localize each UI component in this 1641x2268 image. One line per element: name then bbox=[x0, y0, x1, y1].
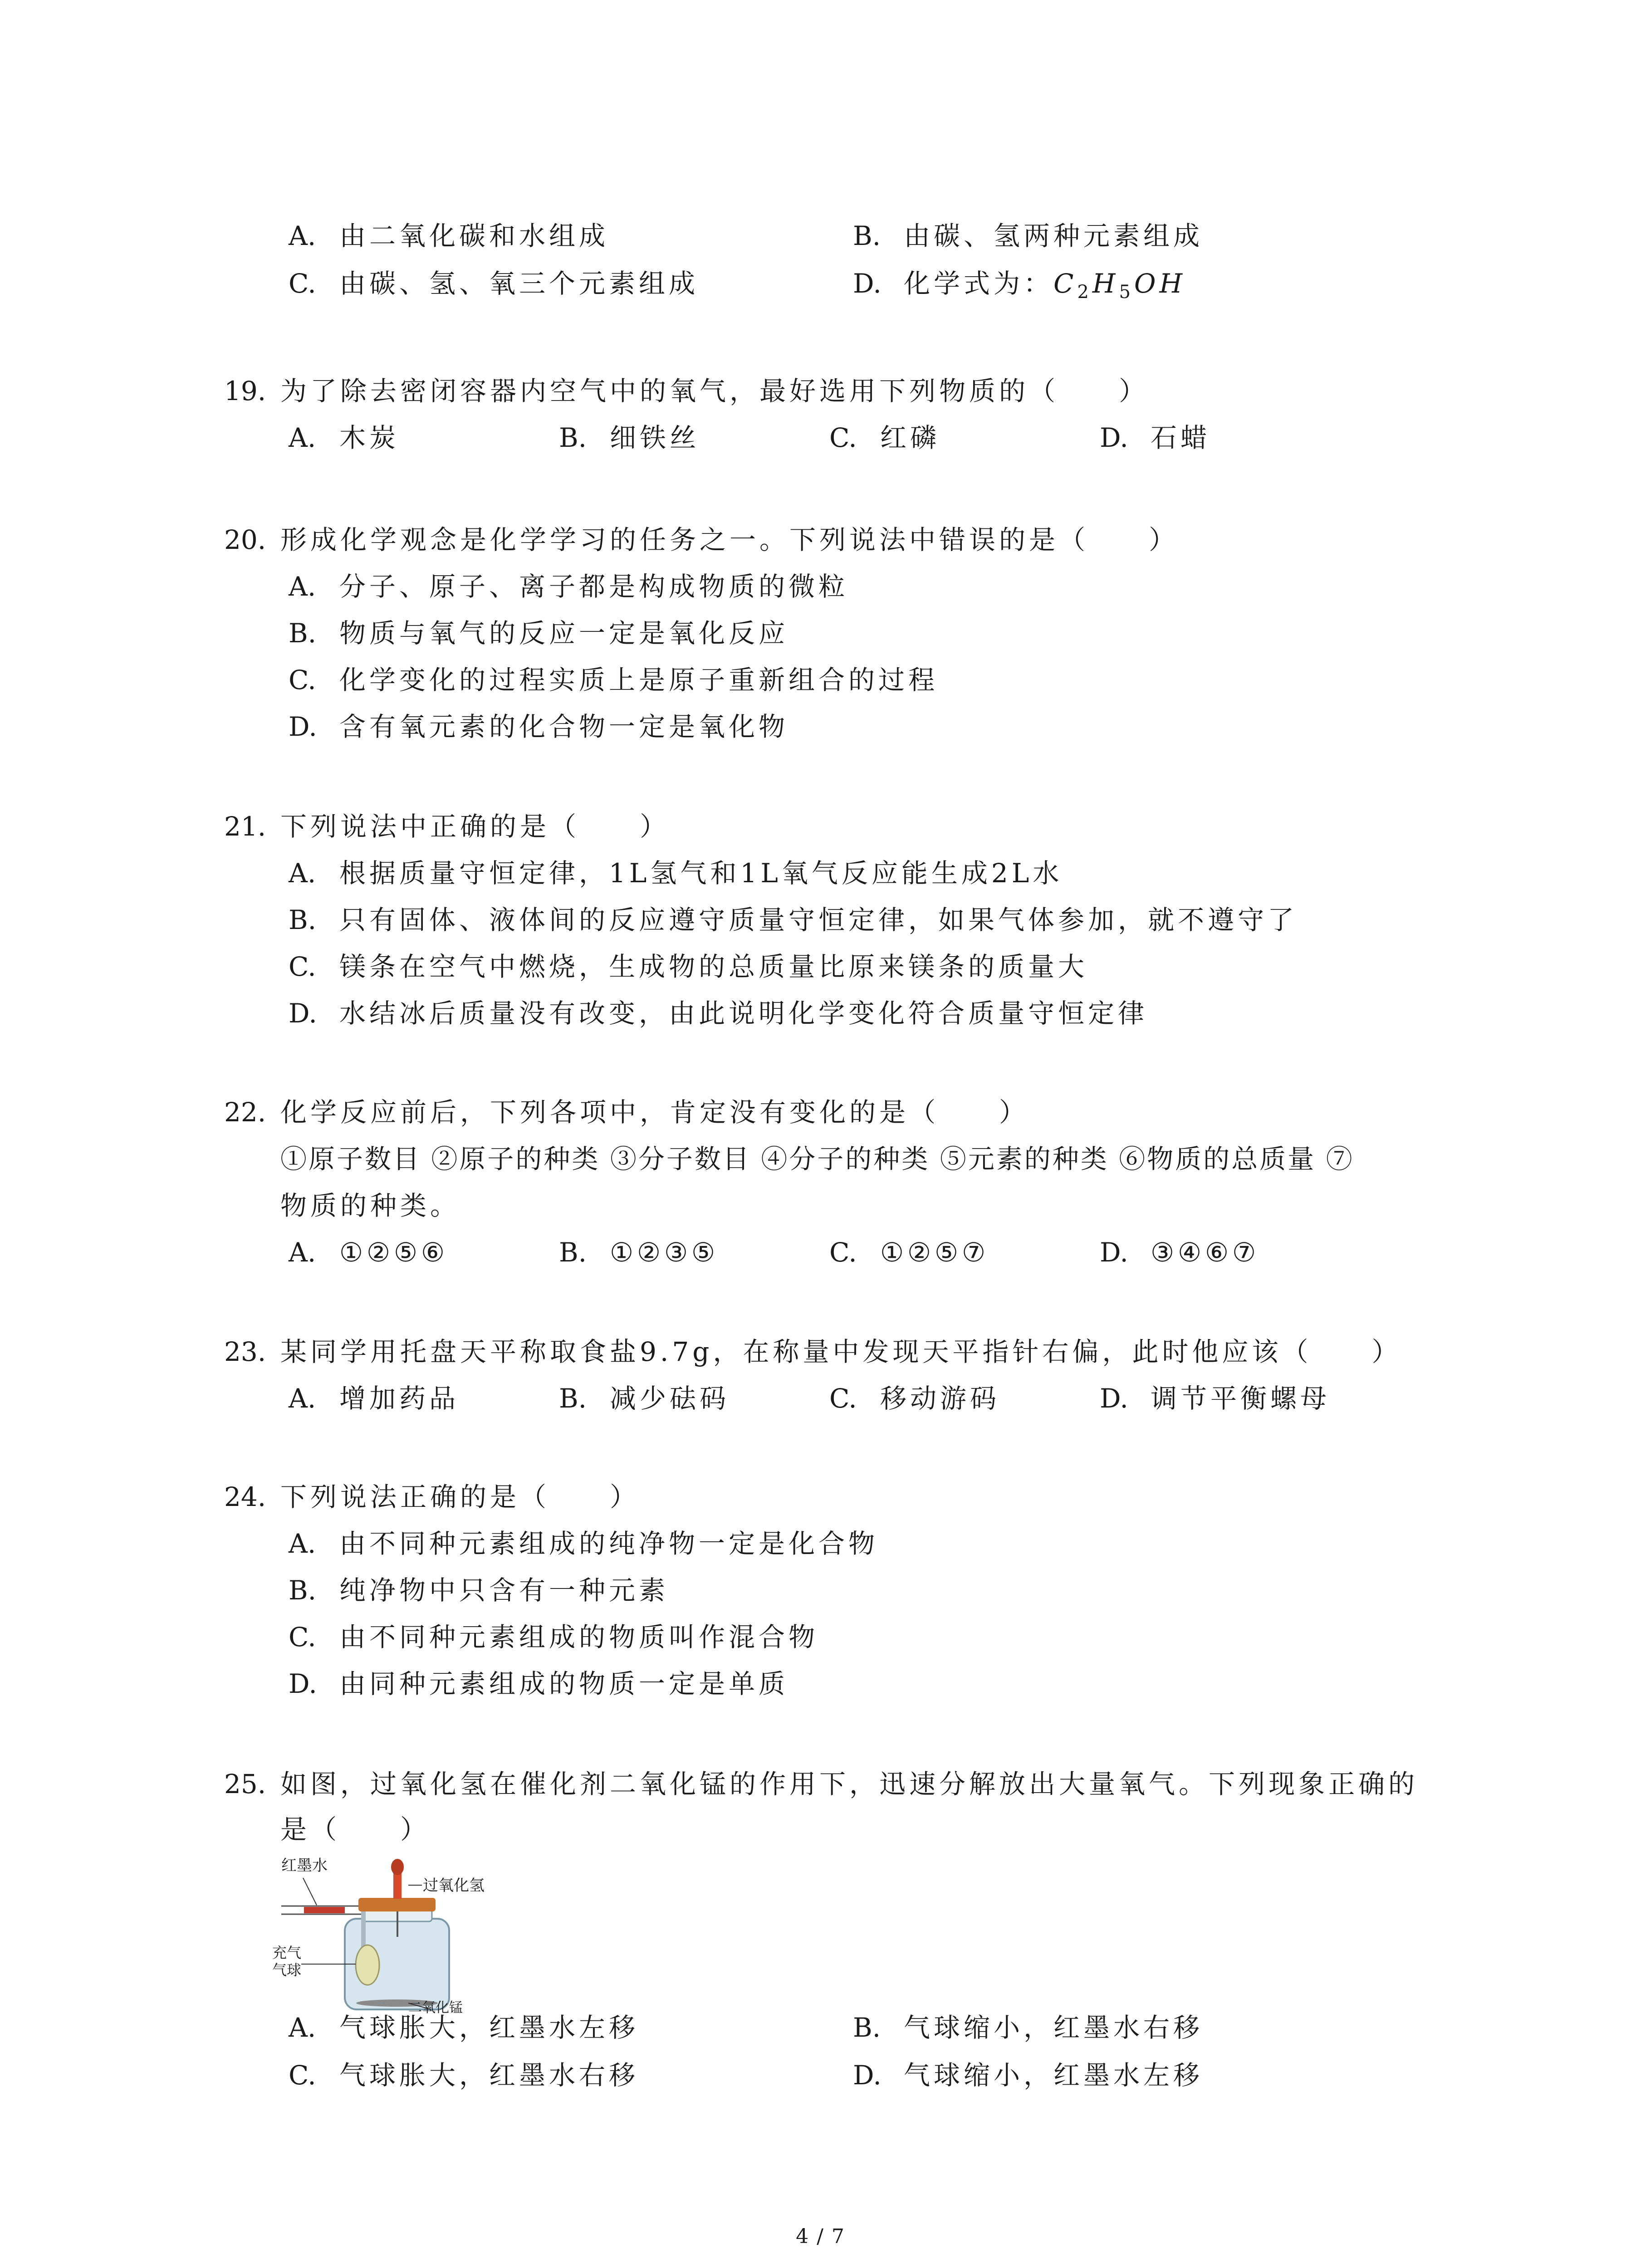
q25-option-d: D. 气球缩小，红墨水左移 bbox=[853, 2060, 1204, 2091]
label-peroxide: 过氧化氢 bbox=[423, 1877, 485, 1895]
q21-stem: 21. 下列说法中正确的是（ ） bbox=[224, 811, 670, 842]
q18-option-d: D. 化学式为：$C_2H_5OH$ bbox=[853, 268, 1186, 303]
q22-option-c: C. ①②⑤⑦ bbox=[829, 1237, 989, 1268]
q25-option-b: B. 气球缩小，红墨水右移 bbox=[853, 2012, 1204, 2043]
q19-option-b: B. 细铁丝 bbox=[559, 422, 700, 453]
q25-option-a: A. 气球胀大，红墨水左移 bbox=[289, 2012, 639, 2043]
q18-option-a: A. 由二氧化碳和水组成 bbox=[289, 220, 609, 251]
leader-line-red-ink bbox=[303, 1878, 317, 1905]
q24-option-c: C. 由不同种元素组成的物质叫作混合物 bbox=[289, 1622, 819, 1652]
q24-option-b: B. 纯净物中只含有一种元素 bbox=[289, 1575, 669, 1606]
page-number: 4 / 7 bbox=[796, 2225, 845, 2248]
ethanol-formula: $C_2H_5OH$ bbox=[1053, 268, 1186, 303]
balloon-icon bbox=[356, 1945, 379, 1985]
q22-stem: 22. 化学反应前后，下列各项中，肯定没有变化的是（ ） bbox=[224, 1097, 1029, 1128]
q23-stem: 23. 某同学用托盘天平称取食盐9.7g，在称量中发现天平指针右偏，此时他应该（ ） bbox=[224, 1336, 1402, 1367]
q25-option-c: C. 气球胀大，红墨水右移 bbox=[289, 2060, 639, 2091]
q24-option-d: D. 由同种元素组成的物质一定是单质 bbox=[289, 1668, 789, 1699]
label-balloon-line1: 充气 bbox=[272, 1944, 302, 1961]
q20-option-b: B. 物质与氧气的反应一定是氧化反应 bbox=[289, 618, 789, 649]
q20-option-c: C. 化学变化的过程实质上是原子重新组合的过程 bbox=[289, 665, 939, 695]
q19-option-a: A. 木炭 bbox=[289, 422, 400, 453]
q20-option-a: A. 分子、原子、离子都是构成物质的微粒 bbox=[289, 571, 849, 602]
q19-stem: 19. 为了除去密闭容器内空气中的氧气，最好选用下列物质的（ ） bbox=[224, 376, 1149, 406]
cork-stopper bbox=[358, 1898, 436, 1911]
q21-option-b: B. 只有固体、液体间的反应遵守质量守恒定律，如果气体参加，就不遵守了 bbox=[289, 904, 1298, 935]
q19-option-d: D. 石蜡 bbox=[1100, 422, 1211, 453]
q21-option-a: A. 根据质量守恒定律，1L氢气和1L氧气反应能生成2L水 bbox=[289, 858, 1063, 889]
q22-option-d: D. ③④⑥⑦ bbox=[1100, 1237, 1259, 1268]
q24-stem: 24. 下列说法正确的是（ ） bbox=[224, 1481, 640, 1512]
q23-option-c: C. 移动游码 bbox=[829, 1383, 1000, 1414]
q22-option-a: A. ①②⑤⑥ bbox=[289, 1237, 448, 1268]
q23-option-a: A. 增加药品 bbox=[289, 1383, 460, 1414]
q20-stem: 20. 形成化学观念是化学学习的任务之一。下列说法中错误的是（ ） bbox=[224, 524, 1179, 555]
q22-option-b: B. ①②③⑤ bbox=[559, 1237, 719, 1268]
q25-stem-line2: 是（ ） bbox=[280, 1814, 431, 1845]
q18-option-c: C. 由碳、氢、氧三个元素组成 bbox=[289, 268, 699, 299]
q22-items-line1: ①原子数目 ②原子的种类 ③分子数目 ④分子的种类 ⑤元素的种类 ⑥物质的总质量 ⑦ bbox=[280, 1144, 1354, 1174]
label-balloon-line2: 气球 bbox=[272, 1961, 302, 1979]
red-ink-drop bbox=[304, 1907, 345, 1913]
label-catalyst: 二氧化锰 bbox=[408, 2000, 463, 2014]
q25-stem: 25. 如图，过氧化氢在催化剂二氧化锰的作用下，迅速分解放出大量氧气。下列现象正确的 bbox=[224, 1769, 1419, 1799]
q25-apparatus-figure bbox=[272, 1851, 508, 2014]
q23-option-d: D. 调节平衡螺母 bbox=[1100, 1383, 1331, 1414]
q23-option-b: B. 减少砝码 bbox=[559, 1383, 730, 1414]
q18-option-b: B. 由碳、氢两种元素组成 bbox=[853, 220, 1204, 251]
label-red-ink: 红墨水 bbox=[281, 1857, 328, 1875]
q24-option-a: A. 由不同种元素组成的纯净物一定是化合物 bbox=[289, 1528, 879, 1559]
q20-option-d: D. 含有氧元素的化合物一定是氧化物 bbox=[289, 711, 789, 742]
q22-items-line2: 物质的种类。 bbox=[280, 1190, 460, 1221]
q21-option-d: D. 水结冰后质量没有改变，由此说明化学变化符合质量守恒定律 bbox=[289, 998, 1148, 1029]
q21-option-c: C. 镁条在空气中燃烧，生成物的总质量比原来镁条的质量大 bbox=[289, 951, 1088, 982]
q19-option-c: C. 红磷 bbox=[829, 422, 941, 453]
